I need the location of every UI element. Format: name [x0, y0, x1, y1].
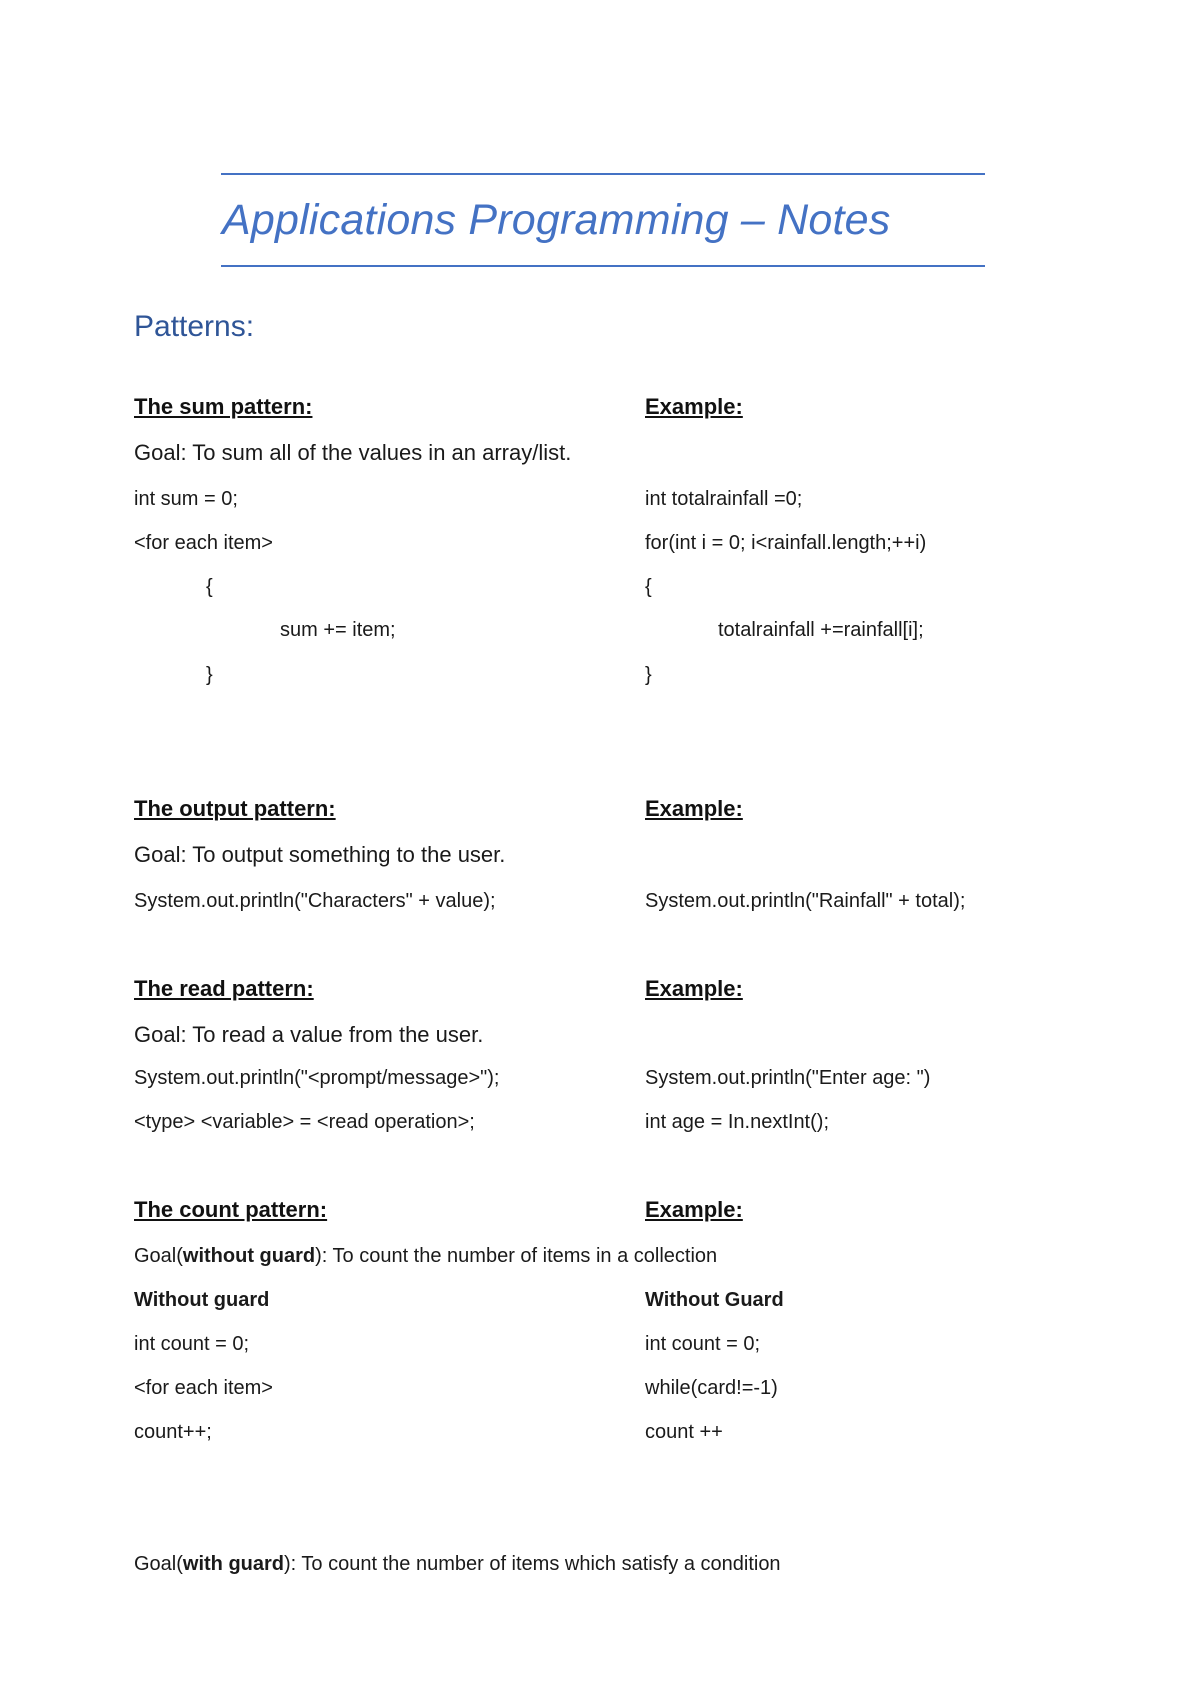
output-code-line: System.out.println("Characters" + value);: [134, 890, 496, 912]
sum-code-line: <for each item>: [134, 532, 273, 554]
count-goal-suffix: ): To count the number of items in a collection: [315, 1245, 718, 1267]
read-example-line: System.out.println("Enter age: "): [645, 1067, 931, 1089]
read-example-line: int age = In.nextInt();: [645, 1111, 829, 1133]
output-pattern-heading: The output pattern:: [134, 796, 336, 821]
document-title: Applications Programming – Notes: [222, 196, 891, 244]
sum-example-line: int totalrainfall =0;: [645, 488, 803, 510]
count-goal-with-guard: [134, 1553, 781, 1576]
sum-goal: Goal: To sum all of the values in an array/list.: [134, 440, 572, 465]
read-goal: Goal: To read a value from the user.: [134, 1022, 484, 1047]
read-pattern-heading: The read pattern:: [134, 976, 314, 1001]
count-code-line: <for each item>: [134, 1377, 273, 1399]
count-goal-bold: without guard: [182, 1245, 316, 1267]
read-code-line: System.out.println("<prompt/message>");: [134, 1067, 500, 1089]
output-example-heading: Example:: [645, 796, 743, 821]
sum-example-line: {: [645, 576, 652, 598]
output-example-line: System.out.println("Rainfall" + total);: [645, 890, 966, 912]
title-top-rule: [221, 173, 985, 175]
sum-example-line: }: [645, 664, 652, 686]
count-goal-prefix: Goal(: [134, 1245, 183, 1267]
count-goal-without-guard: [134, 1245, 717, 1268]
section-heading: Patterns:: [134, 310, 255, 343]
count-right-subheading: Without Guard: [645, 1289, 784, 1311]
guard-goal-suffix: ): To count the number of items which satisfy a condition: [284, 1553, 781, 1575]
sum-pattern-heading: The sum pattern:: [134, 394, 313, 419]
count-example-line: count ++: [645, 1421, 723, 1443]
guard-goal-prefix: Goal(: [134, 1553, 183, 1575]
sum-example-heading: Example:: [645, 394, 743, 419]
count-example-heading: Example:: [645, 1197, 743, 1222]
sum-code-line: int sum = 0;: [134, 488, 238, 510]
count-example-line: int count = 0;: [645, 1333, 761, 1355]
read-code-line: <type> <variable> = <read operation>;: [134, 1111, 475, 1133]
output-goal: Goal: To output something to the user.: [134, 842, 506, 867]
count-code-line: count++;: [134, 1421, 212, 1443]
sum-code-line: }: [206, 664, 213, 686]
count-example-line: while(card!=-1): [645, 1377, 778, 1399]
read-example-heading: Example:: [645, 976, 743, 1001]
guard-goal-bold: with guard: [182, 1553, 285, 1575]
sum-example-line: totalrainfall +=rainfall[i];: [718, 619, 924, 641]
title-bottom-rule: [221, 265, 985, 267]
sum-code-line: {: [206, 576, 213, 598]
count-left-subheading: Without guard: [134, 1289, 270, 1311]
count-pattern-heading: The count pattern:: [134, 1197, 328, 1222]
count-code-line: int count = 0;: [134, 1333, 250, 1355]
sum-example-line: for(int i = 0; i<rainfall.length;++i): [645, 532, 927, 554]
sum-code-line: sum += item;: [280, 619, 396, 641]
